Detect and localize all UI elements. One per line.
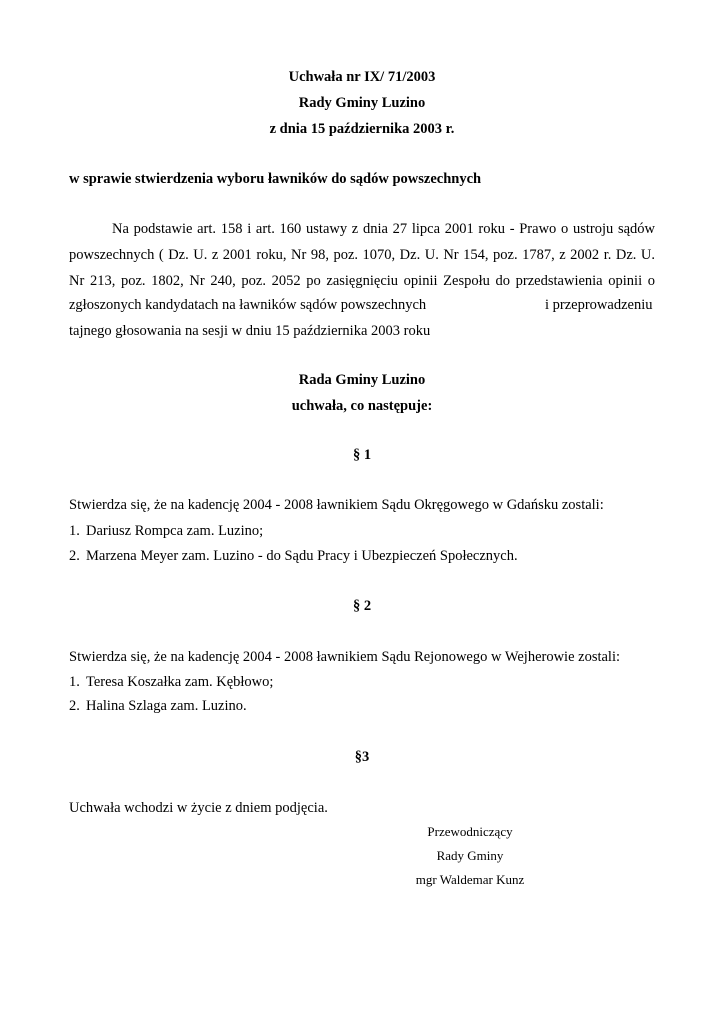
list-item-text: Halina Szlaga zam. Luzino. <box>86 698 247 714</box>
list-item-number: 2. <box>69 548 80 564</box>
signature-role: Przewodniczący <box>427 824 513 839</box>
section-1-intro: Stwierdza się, że na kadencję 2004 - 2008 ławnikiem Sądu Okręgowego w Gdańsku zostali: <box>69 497 604 513</box>
resolution-number: Uchwała nr IX/ 71/2003 <box>288 69 436 85</box>
signature-name: mgr Waldemar Kunz <box>415 872 525 887</box>
list-item <box>69 524 263 539</box>
council-name: Rady Gminy Luzino <box>298 95 426 111</box>
list-item <box>69 699 247 714</box>
preamble-line-5: tajnego głosowania na sesji w dniu 15 października 2003 roku <box>69 323 431 339</box>
resolution-date: z dnia 15 października 2003 r. <box>269 121 455 137</box>
list-item <box>69 675 273 690</box>
preamble-line-4: zgłoszonych kandydatach na ławników sądów powszechnych <box>69 297 427 313</box>
list-item-text: Marzena Meyer zam. Luzino - do Sądu Pracy i Ubezpieczeń Społecznych. <box>86 548 518 564</box>
section-3-text: Uchwała wchodzi w życie z dniem podjęcia. <box>69 800 328 816</box>
subject-line: w sprawie stwierdzenia wyboru ławników do sądów powszechnych <box>69 171 482 187</box>
section-2-intro: Stwierdza się, że na kadencję 2004 - 2008 ławnikiem Sądu Rejonowego w Wejherowie zostali: <box>69 649 621 665</box>
list-item-number: 1. <box>69 674 80 690</box>
signature-body: Rady Gminy <box>436 848 504 863</box>
list-item-text: Teresa Koszałka zam. Kębłowo; <box>86 674 274 690</box>
preamble-line-3: Nr 213, poz. 1802, Nr 240, poz. 2052 po zasięgnięciu opinii Zespołu do przedstawienia opinii o <box>69 273 655 289</box>
preamble-line-4-tail: i przeprowadzeniu <box>545 297 653 313</box>
section-2-title: § 2 <box>352 598 372 614</box>
preamble-line-2: powszechnych ( Dz. U. z 2001 roku, Nr 98, poz. 1070, Dz. U. Nr 154, poz. 1787, z 2002 r. Dz. U. <box>69 247 655 263</box>
list-item-number: 2. <box>69 698 80 714</box>
resolving-body: Rada Gminy Luzino <box>298 372 426 388</box>
preamble-line-1: Na podstawie art. 158 i art. 160 ustawy z dnia 27 lipca 2001 roku - Prawo o ustroju sądów <box>112 221 655 237</box>
resolving-formula: uchwała, co następuje: <box>291 398 433 414</box>
section-1-title: § 1 <box>352 447 372 463</box>
list-item-number: 1. <box>69 523 80 539</box>
section-3-title: §3 <box>354 749 370 765</box>
list-item <box>69 549 518 564</box>
list-item-text: Dariusz Rompca zam. Luzino; <box>86 523 264 539</box>
